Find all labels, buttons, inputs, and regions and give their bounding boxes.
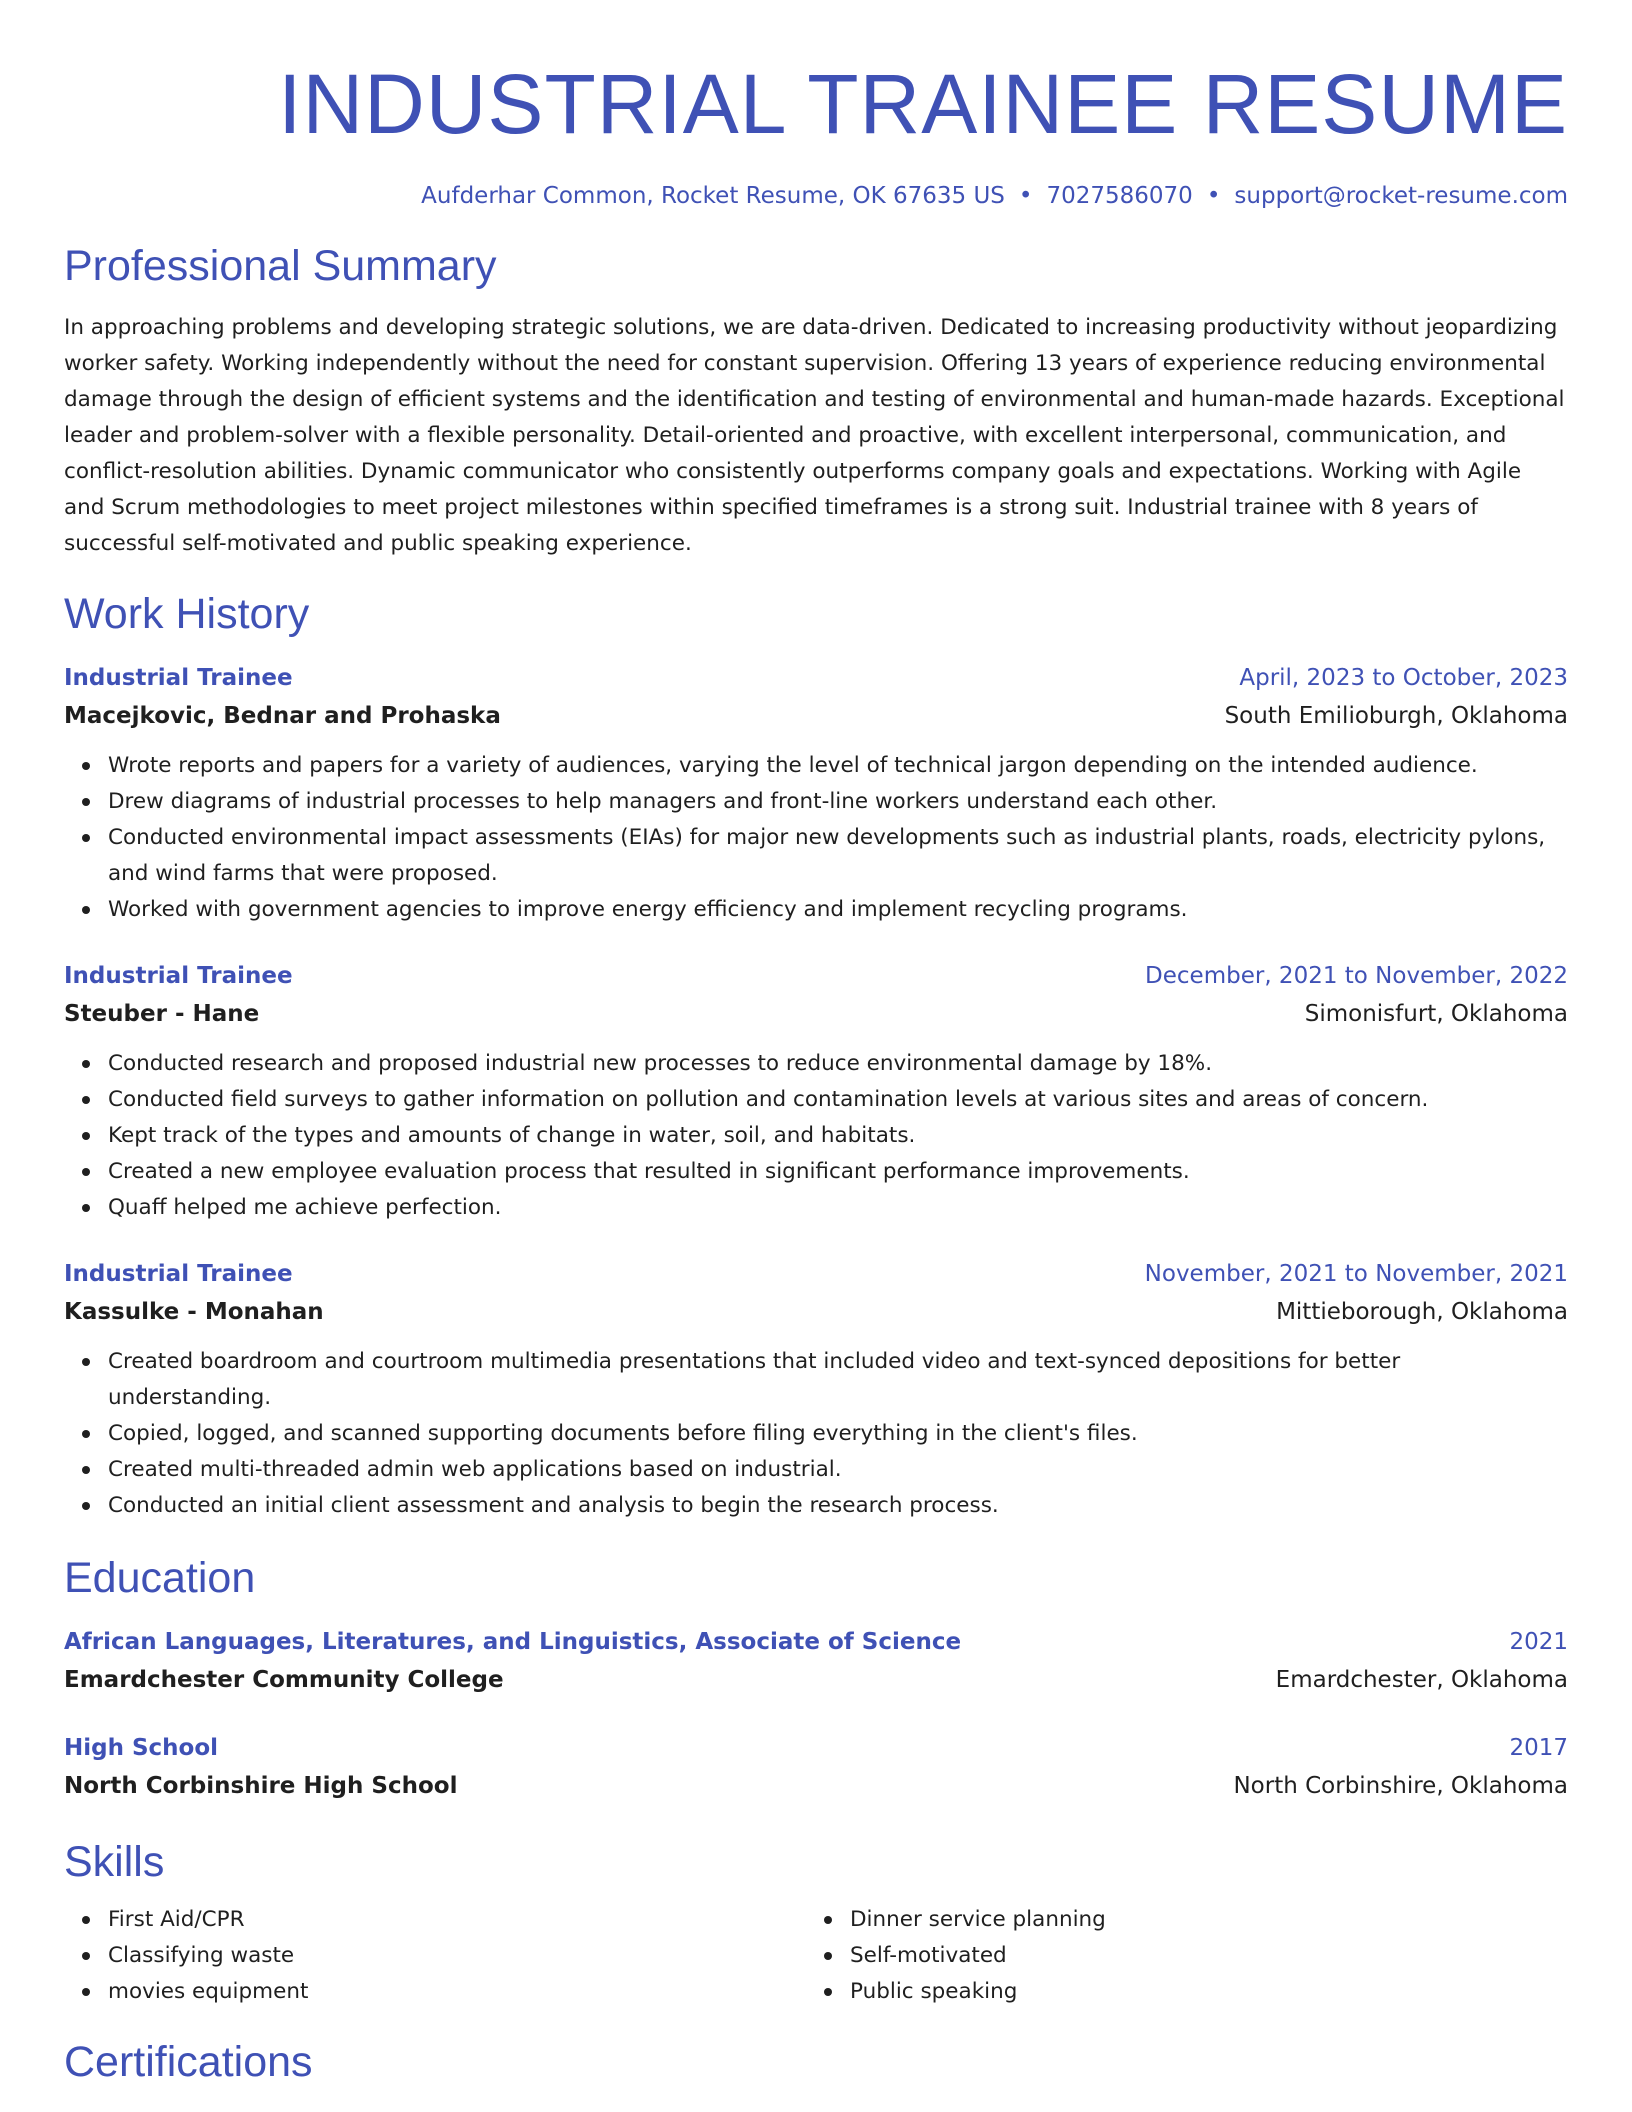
contact-separator: • [1018,183,1033,209]
skill-item: Classifying waste [108,1938,806,1974]
job-bullet: Conducted an initial client assessment and analysis to begin the research process. [108,1488,1568,1524]
job-bullets [64,1046,1568,1226]
job-bullet: Copied, logged, and scanned supporting documents before filing everything in the client's files. [108,1416,1568,1452]
job-location: Mittieborough, Oklahoma [1276,1299,1568,1325]
education-school: North Corbinshire High School [64,1773,458,1799]
job-dates: December, 2021 to November, 2022 [1145,963,1568,989]
education-location: North Corbinshire, Oklahoma [1233,1773,1568,1799]
skills-column-right [806,1902,1548,2010]
job-bullet: Created a new employee evaluation process that resulted in significant performance improvements. [108,1154,1568,1190]
job-dates: April, 2023 to October, 2023 [1239,665,1568,691]
contact-phone: 7027586070 [1046,183,1193,209]
job-bullet: Worked with government agencies to improve energy efficiency and implement recycling programs. [108,892,1568,928]
skills-list [64,1902,1568,2010]
resume-header [64,0,1568,212]
job-role: Industrial Trainee [64,1261,293,1287]
job-bullet: Conducted research and proposed industrial new processes to reduce environmental damage by 18%. [108,1046,1568,1082]
skill-item: Dinner service planning [850,1902,1548,1938]
contact-email: support@rocket-resume.com [1234,183,1568,209]
section-title-education: Education [64,1554,256,1602]
education-entry [64,1730,1568,1806]
job-company: Steuber - Hane [64,1001,260,1027]
job-role: Industrial Trainee [64,665,293,691]
job-bullet: Quaff helped me achieve perfection. [108,1190,1568,1226]
education-entry [64,1624,1568,1700]
section-title-summary: Professional Summary [64,242,497,290]
skill-item: First Aid/CPR [108,1902,806,1938]
job-bullet: Wrote reports and papers for a variety of audiences, varying the level of technical jargon depending on the intended audience. [108,748,1568,784]
resume-title: INDUSTRIAL TRAINEE RESUME [278,57,1568,151]
section-title-certifications: Certifications [64,2038,313,2086]
contact-line [64,180,1568,212]
contact-separator: • [1206,183,1221,209]
job-location: Simonisfurt, Oklahoma [1304,1001,1568,1027]
skill-item: Public speaking [850,1974,1548,2010]
job-location: South Emilioburgh, Oklahoma [1224,703,1568,729]
education-location: Emardchester, Oklahoma [1275,1667,1568,1693]
skill-item: Self-motivated [850,1938,1548,1974]
job-company: Macejkovic, Bednar and Prohaska [64,703,501,729]
section-title-skills: Skills [64,1838,165,1886]
job-bullet: Conducted environmental impact assessments (EIAs) for major new developments such as industrial plants, roads, electricity pylons, and wind farms that were proposed. [108,820,1568,892]
job-dates: November, 2021 to November, 2021 [1144,1261,1568,1287]
job-bullet: Created multi-threaded admin web applications based on industrial. [108,1452,1568,1488]
skill-item: movies equipment [108,1974,806,2010]
job-bullet: Kept track of the types and amounts of change in water, soil, and habitats. [108,1118,1568,1154]
job-bullet: Created boardroom and courtroom multimedia presentations that included video and text-synced depositions for better understanding. [108,1344,1568,1416]
summary-text: In approaching problems and developing strategic solutions, we are data-driven. Dedicated to increasing productivity without jeopardizing worker safety. Working independently without the need for constant supervision. Offering 13 years of experience reducing environmental damage through the design of efficient systems and the identification and testing of environmental and human-made hazards. Exceptional leader and problem-solver with a flexible personality. Detail-oriented and proactive, with excellent interpersonal, communication, and conflict-resolution abilities. Dynamic communicator who consistently outperforms company goals and expectations. Working with Agile and Scrum methodologies to meet project milestones within specified timeframes is a strong suit. Industrial trainee with 8 years of successful self-motivated and public speaking experience. [64,315,1565,556]
education-year: 2017 [1509,1735,1568,1761]
section-title-work-history: Work History [64,590,310,638]
job-role: Industrial Trainee [64,963,293,989]
job-bullets [64,1344,1568,1524]
skills-column-left [64,1902,806,2010]
education-school: Emardchester Community College [64,1667,504,1693]
education-degree: African Languages, Literatures, and Linguistics, Associate of Science [64,1629,962,1655]
job-bullet: Conducted field surveys to gather information on pollution and contamination levels at various sites and areas of concern. [108,1082,1568,1118]
job-entry [64,1256,1568,1524]
job-bullet: Drew diagrams of industrial processes to help managers and front-line workers understand each other. [108,784,1568,820]
job-bullets [64,748,1568,928]
contact-address: Aufderhar Common, Rocket Resume, OK 67635 US [421,183,1005,209]
job-entry [64,660,1568,928]
education-year: 2021 [1509,1629,1568,1655]
education-degree: High School [64,1735,219,1761]
job-entry [64,958,1568,1226]
job-company: Kassulke - Monahan [64,1299,324,1325]
